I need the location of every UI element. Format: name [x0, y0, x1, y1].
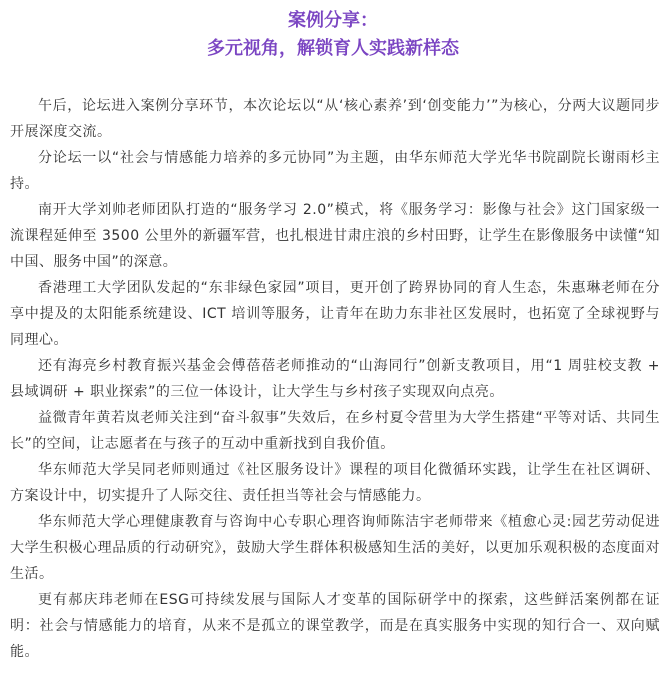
paragraph-intro: 午后，论坛进入案例分享环节，本次论坛以“从‘核心素养’到‘创变能力’”为核心，分两大议题同步开展深度交流。 — [10, 98, 660, 140]
paragraph-conclusion: 更有郝庆玮老师在ESG可持续发展与国际人才变革的国际研学中的探索，这些鲜活案例都在证明：社会与情感能力的培育，从来不是孤立的课堂教学，而是在真实服务中实现的知行合一、双向赋能。 — [10, 592, 660, 660]
section-heading: 案例分享： — [288, 10, 378, 31]
paragraph-ecnu-community-case: 华东师范大学吴同老师则通过《社区服务设计》课程的项目化微循环实践，让学生在社区调研、方案设计中，切实提升了人际交往、责任担当等社会与情感能力。 — [10, 462, 660, 504]
paragraph-ecnu-psychology-case: 华东师范大学心理健康教育与咨询中心专职心理咨询师陈洁宇老师带来《植愈心灵:园艺劳动促进大学生积极心理品质的行动研究》，鼓励大学生群体积极感知生活的美好，以更加乐观积极的态度面对生活。 — [10, 514, 660, 582]
paragraph-yiwei-case: 益微青年黄若岚老师关注到“奋斗叙事”失效后，在乡村夏令营里为大学生搭建“平等对话、共同生长”的空间，让志愿者在与孩子的互动中重新找到自我价值。 — [10, 410, 660, 452]
paragraph-forum-one: 分论坛一以“社会与情感能力培养的多元协同”为主题，由华东师范大学光华书院副院长谢雨杉主持。 — [10, 150, 660, 192]
paragraph-nankai-case: 南开大学刘帅老师团队打造的“服务学习 2.0”模式，将《服务学习：影像与社会》这门国家级一流课程延伸至 3500 公里外的新疆军营，也扎根进甘肃庄浪的乡村田野，让学生在影像服务中读懂“知中国、服务中国”的深意。 — [10, 202, 660, 270]
section-subheading: 多元视角，解锁育人实践新样态 — [207, 38, 459, 59]
paragraph-polyu-case: 香港理工大学团队发起的“东非绿色家园”项目，更开创了跨界协同的育人生态，朱惠琳老师在分享中提及的太阳能系统建设、ICT 培训等服务，让青年在助力东非社区发展时，也拓宽了全球视野与同理心。 — [10, 280, 660, 348]
article-body — [10, 93, 660, 665]
paragraph-hailiang-case: 还有海亮乡村教育振兴基金会傅蓓蓓老师推动的“山海同行”创新支教项目，用“1 周驻校支教 + 县域调研 + 职业探索”的三位一体设计，让大学生与乡村孩子实现双向点亮。 — [10, 358, 660, 400]
